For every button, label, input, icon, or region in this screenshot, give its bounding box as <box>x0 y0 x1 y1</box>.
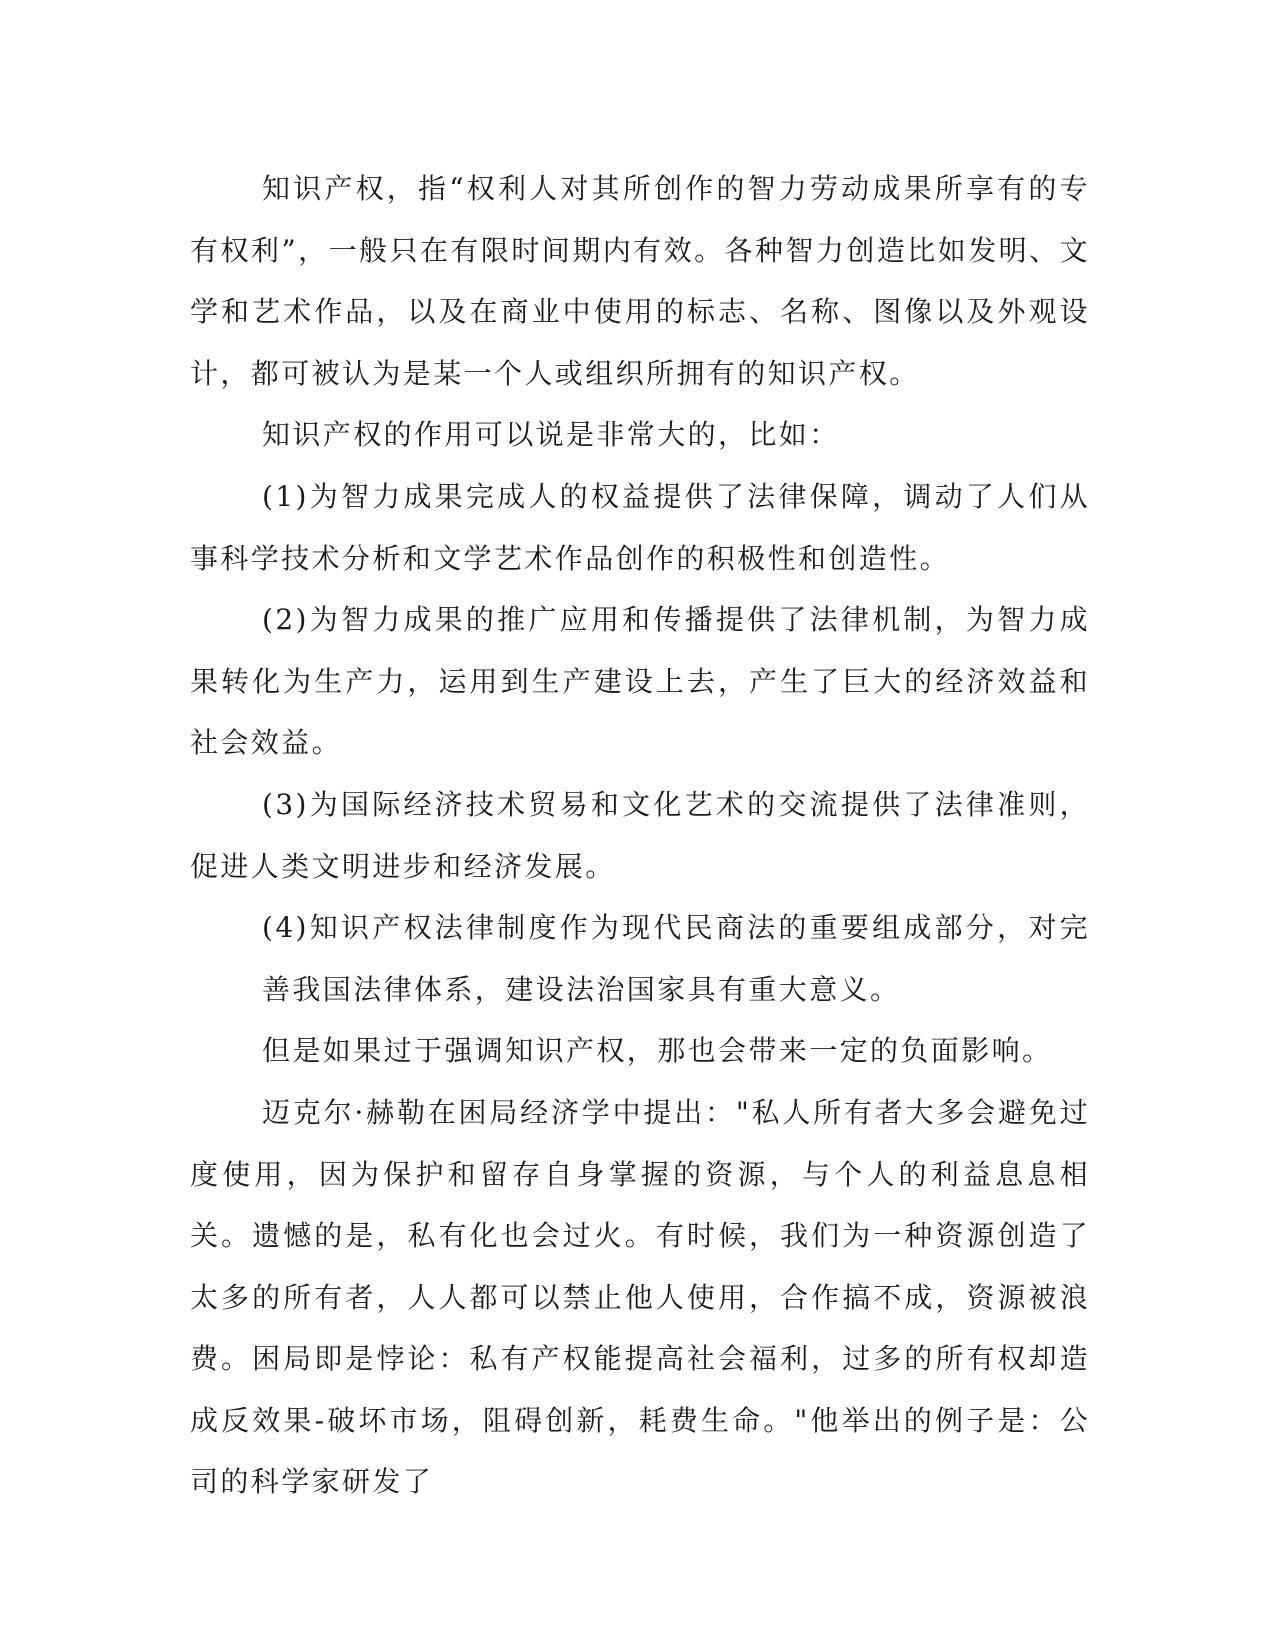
document-body <box>190 158 1090 1513</box>
paragraph-point-1: (1)为智力成果完成人的权益提供了法律保障，调动了人们从事科学技术分析和文学艺术作品创作的积极性和创造性。 <box>190 479 1090 575</box>
paragraph-role-intro: 知识产权的作用可以说是非常大的，比如： <box>262 418 840 452</box>
paragraph-heller-quote: 迈克尔·赫勒在困局经济学中提出："私人所有者大多会避免过度使用，因为保护和留存自身掌握的资源，与个人的利益息息相关。遗憾的是，私有化也会过火。有时候，我们为一种资源创造了太多的所有者，人人都可以禁止他人使用，合作搞不成，资源被浪费。困局即是悖论：私有产权能提高社会福利，过多的所有权却造成反效果-破坏市场，阻碍创新，耗费生命。"他举出的例子是：公司的科学家研发了 <box>190 1095 1090 1499</box>
paragraph-negative-effect: 但是如果过于强调知识产权，那也会带来一定的负面影响。 <box>262 1034 1053 1068</box>
paragraph-point-2: (2)为智力成果的推广应用和传播提供了法律机制，为智力成果转化为生产力，运用到生产建设上去，产生了巨大的经济效益和社会效益。 <box>190 603 1090 760</box>
paragraph-definition: 知识产权，指“权利人对其所创作的智力劳动成果所享有的专有权利”，一般只在有限时间期内有效。各种智力创造比如发明、文学和艺术作品，以及在商业中使用的标志、名称、图像以及外观设计，都可被认为是某一个人或组织所拥有的知识产权。 <box>190 172 1090 390</box>
paragraph-point-3: (3)为国际经济技术贸易和文化艺术的交流提供了法律准则，促进人类文明进步和经济发展。 <box>190 787 1090 883</box>
paragraph-point-4: (4)知识产权法律制度作为现代民商法的重要组成部分，对完善我国法律体系，建设法治国家具有重大意义。 <box>262 911 1090 1006</box>
